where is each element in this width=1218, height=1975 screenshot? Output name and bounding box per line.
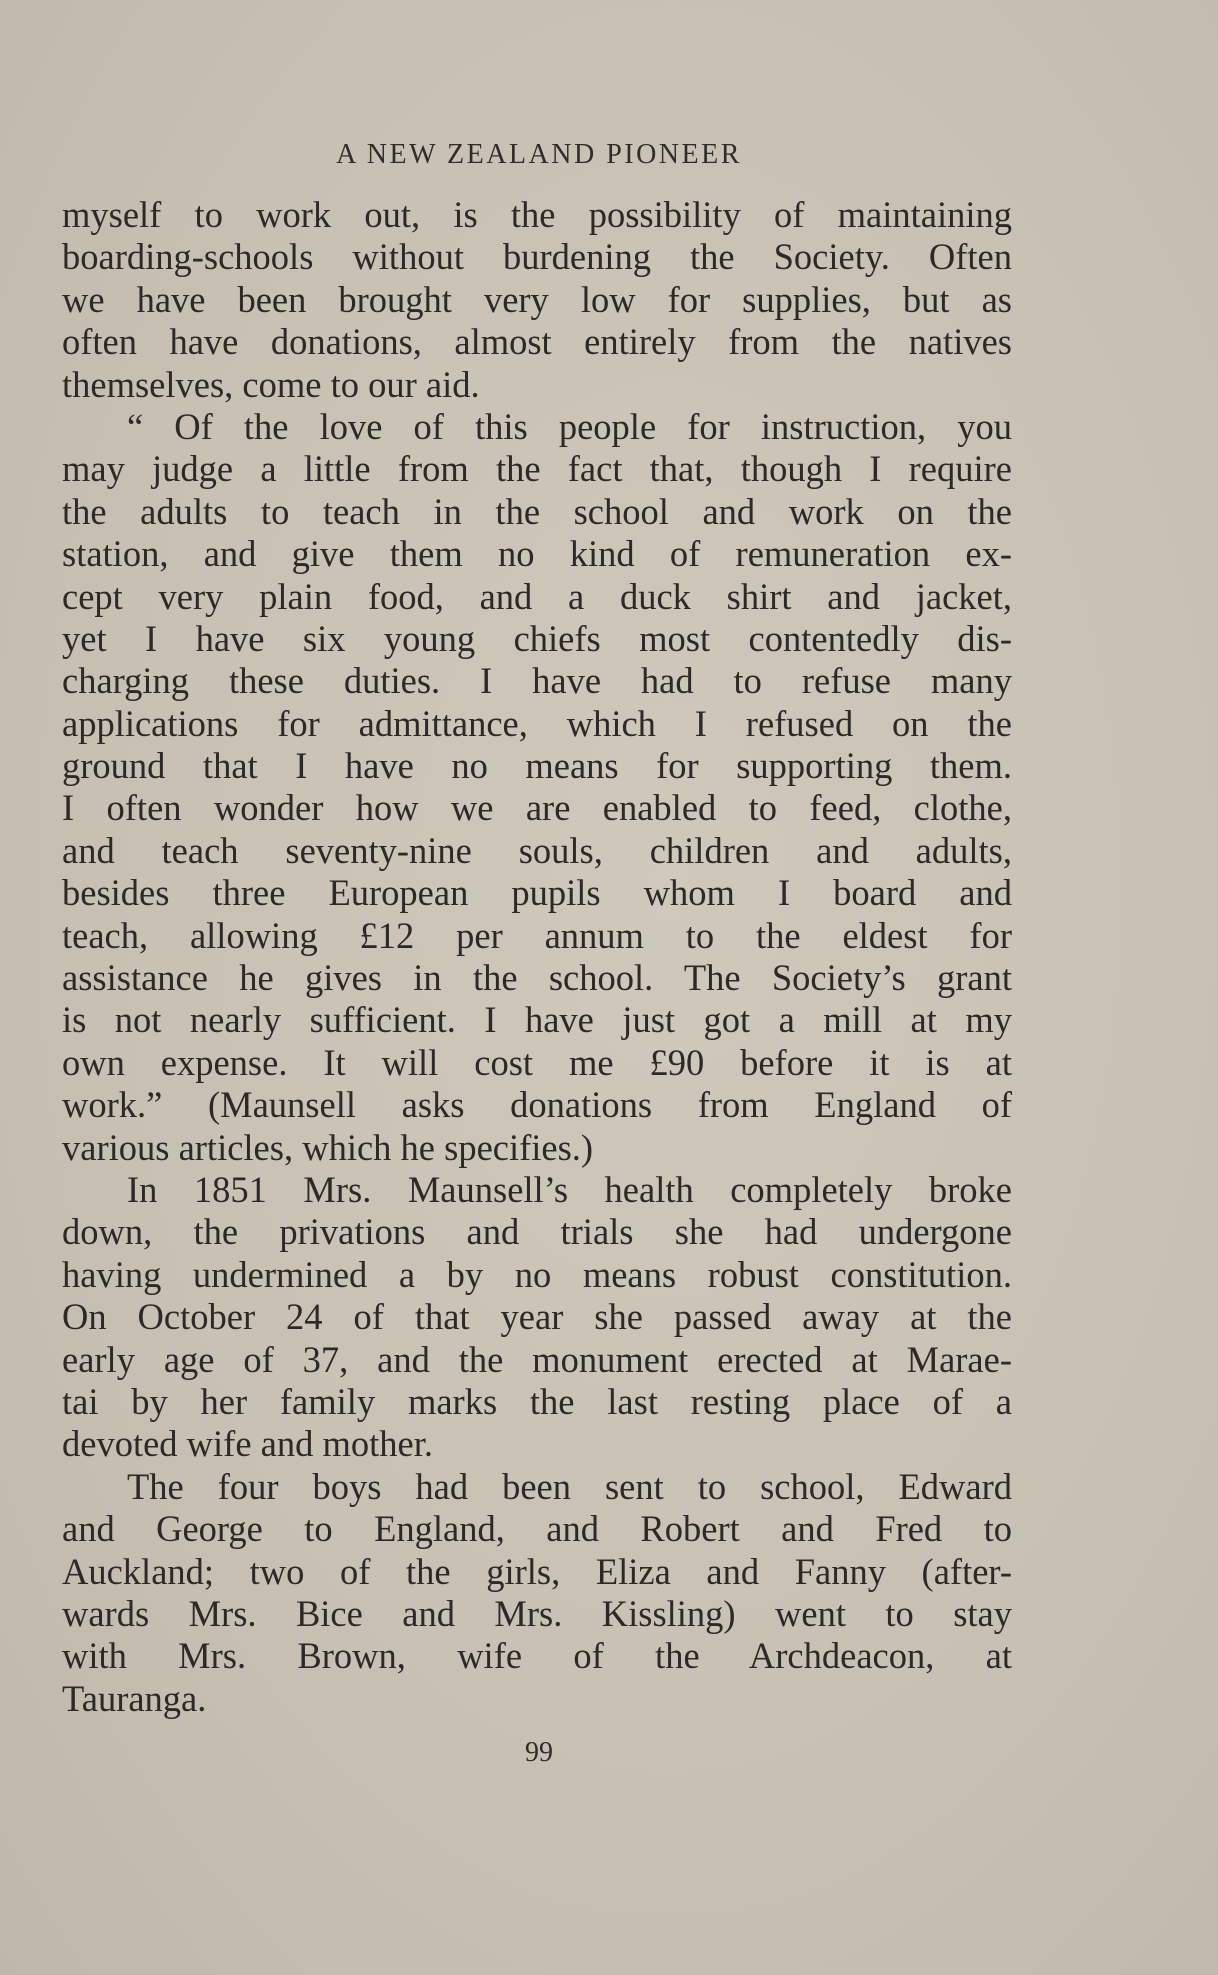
- text-line: often have donations, almost entirely from the natives: [62, 321, 1012, 363]
- text-line: boarding-schools without burdening the Society. Often: [62, 236, 1012, 278]
- text-line: various articles, which he specifies.): [62, 1126, 594, 1168]
- paragraph: [62, 1169, 1012, 1466]
- text-line: charging these duties. I have had to refuse many: [62, 660, 1012, 702]
- text-line: own expense. It will cost me £90 before it is at: [62, 1041, 1012, 1083]
- text-line: the adults to teach in the school and work on the: [62, 490, 1012, 532]
- text-line: early age of 37, and the monument erected at Marae-: [62, 1338, 1012, 1380]
- text-line: Auckland; two of the girls, Eliza and Fanny (after-: [62, 1550, 1012, 1592]
- text-line: besides three European pupils whom I board and: [62, 872, 1012, 914]
- text-line: themselves, come to our aid.: [62, 363, 480, 405]
- text-line: devoted wife and mother.: [62, 1423, 433, 1465]
- text-line: I often wonder how we are enabled to feed, clothe,: [62, 787, 1012, 829]
- text-line: having undermined a by no means robust constitution.: [62, 1253, 1012, 1295]
- paragraph: [62, 406, 1012, 1169]
- page-number: 99: [525, 1737, 553, 1768]
- text-line: The four boys had been sent to school, Edward: [127, 1465, 1012, 1507]
- text-line: ground that I have no means for supporting them.: [62, 745, 1012, 787]
- text-line: wards Mrs. Bice and Mrs. Kissling) went to stay: [62, 1592, 1012, 1634]
- text-line: teach, allowing £12 per annum to the eldest for: [62, 914, 1012, 956]
- text-line: and George to England, and Robert and Fred to: [62, 1508, 1012, 1550]
- text-line: Tauranga.: [62, 1677, 207, 1719]
- body-text: [62, 194, 1012, 1720]
- text-line: “ Of the love of this people for instruction, you: [127, 405, 1012, 447]
- text-line: applications for admittance, which I refused on the: [62, 702, 1012, 744]
- running-head: A NEW ZEALAND PIONEER: [336, 139, 742, 170]
- text-line: with Mrs. Brown, wife of the Archdeacon, at: [62, 1635, 1012, 1677]
- text-line: yet I have six young chiefs most contentedly dis-: [62, 617, 1012, 659]
- text-line: may judge a little from the fact that, though I require: [62, 448, 1012, 490]
- text-line: tai by her family marks the last resting place of a: [62, 1380, 1012, 1422]
- text-line: station, and give them no kind of remuneration ex-: [62, 533, 1012, 575]
- text-line: is not nearly sufficient. I have just got a mill at my: [62, 999, 1012, 1041]
- text-line: myself to work out, is the possibility of maintaining: [62, 194, 1012, 235]
- text-line: down, the privations and trials she had undergone: [62, 1211, 1012, 1253]
- text-line: On October 24 of that year she passed away at the: [62, 1296, 1012, 1338]
- paragraph: [62, 194, 1012, 406]
- text-line: cept very plain food, and a duck shirt and jacket,: [62, 575, 1012, 617]
- text-line: and teach seventy-nine souls, children and adults,: [62, 829, 1012, 871]
- paragraph: [62, 1466, 1012, 1720]
- text-line: we have been brought very low for supplies, but as: [62, 278, 1012, 320]
- text-line: In 1851 Mrs. Maunsell’s health completely broke: [127, 1168, 1012, 1210]
- text-line: work.” (Maunsell asks donations from England of: [62, 1084, 1012, 1126]
- text-line: assistance he gives in the school. The Society’s grant: [62, 957, 1012, 999]
